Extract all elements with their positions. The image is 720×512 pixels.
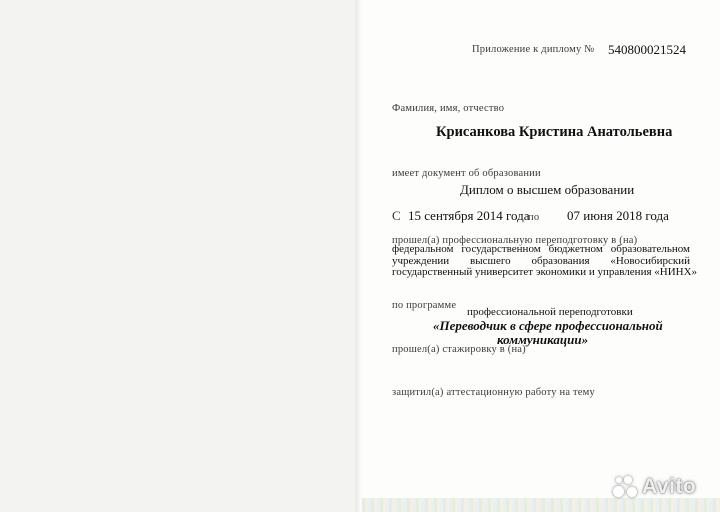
thesis-label: защитил(а) аттестационную работу на тему	[392, 387, 595, 398]
supplement-label: Приложение к диплому №	[472, 44, 595, 55]
retraining-line-2: учреждении высшего образования «Новосибирский	[392, 255, 690, 267]
prior-education-label: имеет документ об образовании	[392, 168, 541, 179]
program-title-line-2: коммуникации»	[497, 332, 589, 347]
period-to-value: 07 июня 2018 года	[567, 208, 669, 223]
period-from-label: С	[392, 208, 401, 223]
avito-watermark	[612, 472, 696, 502]
period-to-label: по	[528, 212, 540, 223]
internship-label: прошел(а) стажировку в (на)	[392, 344, 526, 355]
avito-logo-icon	[612, 474, 638, 500]
retraining-line-1: федеральном государственном бюджетном образовательном	[392, 243, 690, 255]
page-fold	[355, 0, 365, 512]
prior-education-value: Диплом о высшем образовании	[460, 182, 635, 197]
fio-value: Крисанкова Кристина Анатольевна	[436, 124, 673, 140]
avito-watermark-text: Avito	[642, 475, 697, 498]
retraining-line-3: государственный университет экономики и управления «НИНХ»	[392, 266, 698, 278]
fio-label: Фамилия, имя, отчество	[392, 103, 505, 114]
period-from-value: 15 сентября 2014 года	[408, 208, 530, 223]
retraining-label: прошел(а) профессиональную переподготовку в (на)	[392, 235, 638, 246]
diploma-number: 540800021524	[608, 42, 686, 57]
program-type: профессиональной переподготовки	[467, 306, 633, 318]
program-label: по программе	[392, 300, 457, 311]
program-title-line-1: «Переводчик в сфере профессиональной	[433, 318, 663, 333]
